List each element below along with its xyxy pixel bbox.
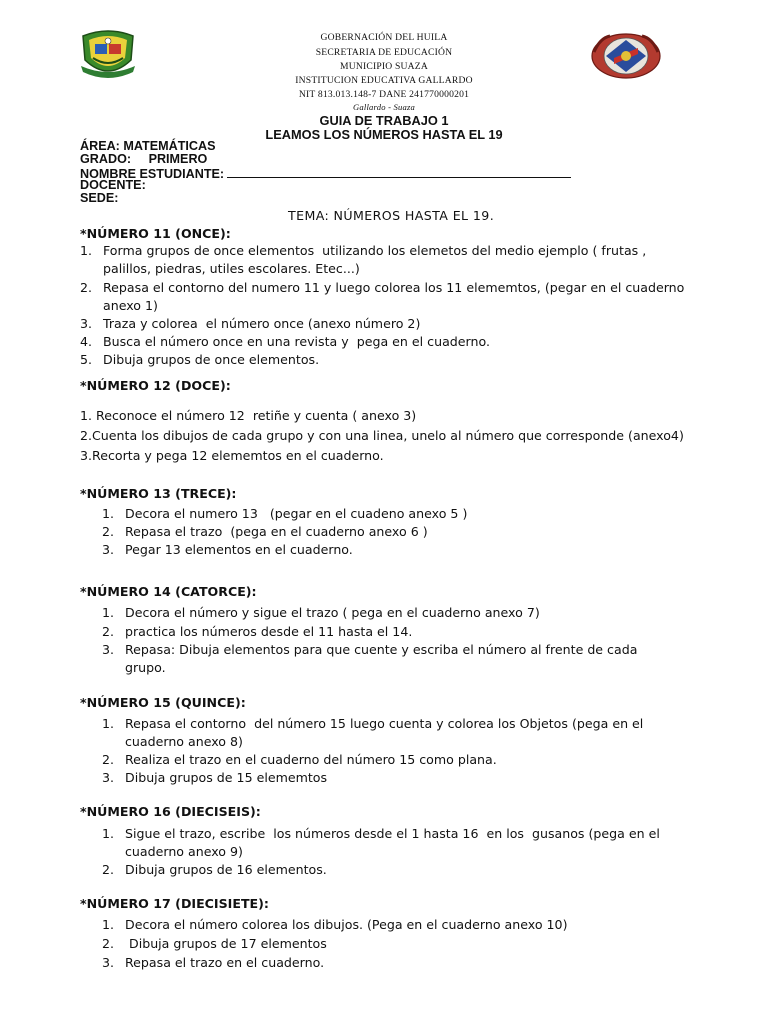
section-6-item-2-number: 2. <box>102 862 115 877</box>
section-1-item-3-line-1: Traza y colorea el número once (anexo número 2) <box>103 316 421 331</box>
section-heading-2: *NÚMERO 12 (DOCE): <box>80 378 231 393</box>
section-3-item-1-number: 1. <box>102 506 115 521</box>
section-4-item-1-number: 1. <box>102 605 115 620</box>
tema-line: TEMA: NÚMEROS HASTA EL 19. <box>288 208 495 223</box>
header-line-nit: NIT 813.013.148-7 DANE 241770000201 <box>298 89 470 100</box>
guide-subtitle: LEAMOS LOS NÚMEROS HASTA EL 19 <box>265 127 503 142</box>
section-7-item-1-line-1: Decora el número colorea los dibujos. (Pega en el cuaderno anexo 10) <box>125 917 568 932</box>
section-6-item-1-number: 1. <box>102 826 115 841</box>
section-6-item-1-line-2: cuaderno anexo 9) <box>125 844 243 859</box>
section-1-item-4-line-1: Busca el número once en una revista y pega en el cuaderno. <box>103 334 490 349</box>
section-4-item-3-line-1: Repasa: Dibuja elementos para que cuente y escriba el número al frente de cada <box>125 642 638 657</box>
section-5-item-1-line-1: Repasa el contorno del número 15 luego cuenta y colorea los Objetos (pega en el <box>125 716 644 731</box>
section-1-item-2-line-1: Repasa el contorno del numero 11 y luego colorea los 11 elememtos, (pegar en el cuaderno <box>103 280 685 295</box>
section-1-item-3-number: 3. <box>80 316 93 331</box>
section-1-item-1-line-1: Forma grupos de once elementos utilizando los elemetos del medio ejemplo ( frutas , <box>103 243 647 258</box>
section-3-item-3-line-1: Pegar 13 elementos en el cuaderno. <box>125 542 353 557</box>
section-heading-6: *NÚMERO 16 (DIECISEIS): <box>80 804 261 819</box>
section-5-item-2-line-1: Realiza el trazo en el cuaderno del número 15 como plana. <box>125 752 497 767</box>
section-4-item-3-line-2: grupo. <box>125 660 166 675</box>
section-4-item-1-line-1: Decora el número y sigue el trazo ( pega en el cuaderno anexo 7) <box>125 605 540 620</box>
header-line-location: Gallardo - Suaza <box>352 102 416 112</box>
section-1-item-1-line-2: palillos, piedras, utiles escolares. Etec...) <box>103 261 360 276</box>
section-3-item-2-number: 2. <box>102 524 115 539</box>
section-1-item-2-number: 2. <box>80 280 93 295</box>
section-2-item-1-line-1: 1. Reconoce el número 12 retiñe y cuenta ( anexo 3) <box>80 408 417 423</box>
section-3-item-2-line-1: Repasa el trazo (pega en el cuaderno anexo 6 ) <box>125 524 428 539</box>
section-1-item-5-number: 5. <box>80 352 93 367</box>
section-3-item-1-line-1: Decora el numero 13 (pegar en el cuadeno anexo 5 ) <box>125 506 468 521</box>
student-name-line[interactable] <box>227 165 571 178</box>
section-1-item-2-line-2: anexo 1) <box>103 298 158 313</box>
section-7-item-1-number: 1. <box>102 917 115 932</box>
section-4-item-2-line-1: practica los números desde el 11 hasta el 14. <box>125 624 413 639</box>
section-6-item-1-line-1: Sigue el trazo, escribe los números desde el 1 hasta 16 en los gusanos (pega en el <box>125 826 660 841</box>
section-5-item-1-number: 1. <box>102 716 115 731</box>
field-area: ÁREA: MATEMÁTICAS <box>80 139 216 153</box>
section-heading-5: *NÚMERO 15 (QUINCE): <box>80 695 246 710</box>
section-7-item-3-line-1: Repasa el trazo en el cuaderno. <box>125 955 325 970</box>
section-2-item-3-line-1: 3.Recorta y pega 12 elememtos en el cuaderno. <box>80 448 384 463</box>
section-7-item-3-number: 3. <box>102 955 115 970</box>
section-5-item-2-number: 2. <box>102 752 115 767</box>
section-2-item-2-line-1: 2.Cuenta los dibujos de cada grupo y con una linea, unelo al número que corresponde (anexo4) <box>80 428 684 443</box>
header-line-municipio: MUNICIPIO SUAZA <box>339 61 428 72</box>
section-heading-3: *NÚMERO 13 (TRECE): <box>80 486 237 501</box>
header-line-institucion: INSTITUCION EDUCATIVA GALLARDO <box>295 75 473 86</box>
section-1-item-4-number: 4. <box>80 334 93 349</box>
header-line-secretaria: SECRETARIA DE EDUCACIÓN <box>315 47 453 58</box>
section-4-item-3-number: 3. <box>102 642 115 657</box>
section-heading-4: *NÚMERO 14 (CATORCE): <box>80 584 257 599</box>
section-1-item-1-number: 1. <box>80 243 93 258</box>
field-grado: GRADO: PRIMERO <box>80 152 208 166</box>
field-docente: DOCENTE: <box>80 178 146 192</box>
guide-title: GUIA DE TRABAJO 1 <box>319 113 449 128</box>
section-6-item-2-line-1: Dibuja grupos de 16 elementos. <box>125 862 327 877</box>
header-line-gobernacion: GOBERNACIÓN DEL HUILA <box>320 32 448 43</box>
field-nombre-row <box>80 165 571 181</box>
section-heading-7: *NÚMERO 17 (DIECISIETE): <box>80 896 269 911</box>
field-sede: SEDE: <box>80 191 119 205</box>
section-5-item-3-number: 3. <box>102 770 115 785</box>
section-5-item-1-line-2: cuaderno anexo 8) <box>125 734 243 749</box>
section-4-item-2-number: 2. <box>102 624 115 639</box>
section-heading-1: *NÚMERO 11 (ONCE): <box>80 226 231 241</box>
section-7-item-2-line-1: Dibuja grupos de 17 elementos <box>125 936 327 951</box>
section-7-item-2-number: 2. <box>102 936 115 951</box>
section-1-item-5-line-1: Dibuja grupos de once elementos. <box>103 352 320 367</box>
section-5-item-3-line-1: Dibuja grupos de 15 elememtos <box>125 770 328 785</box>
section-3-item-3-number: 3. <box>102 542 115 557</box>
field-nombre-label: NOMBRE ESTUDIANTE: <box>80 167 225 181</box>
